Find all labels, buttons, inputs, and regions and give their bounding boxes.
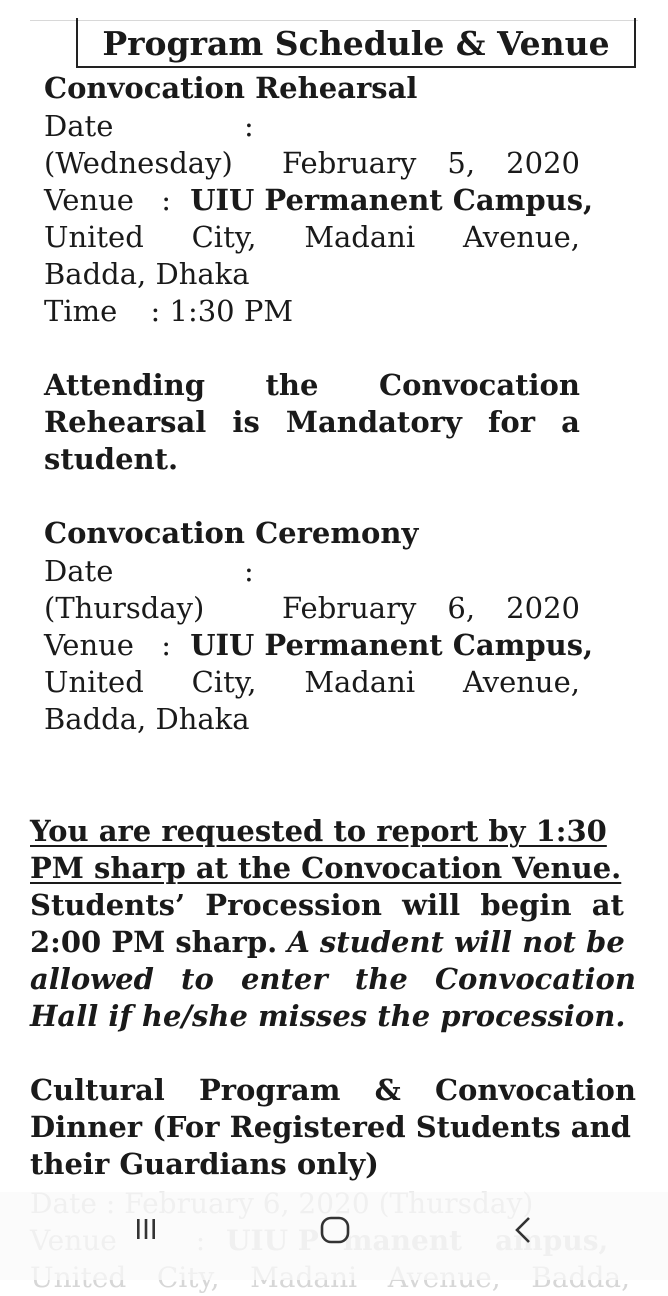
- address-word: Avenue,: [462, 220, 580, 254]
- date-word: 2020: [506, 591, 580, 625]
- rehearsal-venue-row: [44, 182, 593, 219]
- date-word: 2020: [506, 146, 580, 180]
- cultural-word: Convocation: [434, 1073, 636, 1107]
- address-word: Madani: [304, 665, 416, 699]
- date-word: February: [282, 146, 417, 180]
- report-word: Convocation: [434, 962, 636, 996]
- address-word: Avenue,: [462, 665, 580, 699]
- notice-word: Attending: [44, 368, 205, 402]
- ceremony-venue-row: [44, 627, 593, 664]
- notice-line2: [44, 404, 580, 441]
- address-word: City,: [191, 220, 257, 254]
- report-warning: A student will not be: [287, 925, 625, 959]
- ceremony-day: (Thursday): [44, 591, 205, 625]
- report-line5: [30, 961, 636, 998]
- venue-label: Venue: [44, 183, 134, 217]
- home-icon[interactable]: [320, 1216, 350, 1248]
- cultural-word: Program: [198, 1073, 341, 1107]
- report-word: begin: [480, 888, 572, 922]
- cultural-word: Cultural: [30, 1073, 165, 1107]
- rehearsal-time-row: [44, 293, 293, 330]
- report-line4: [30, 924, 625, 961]
- cultural-line2: Dinner (For Registered Students and: [30, 1110, 631, 1144]
- time-value: : 1:30 PM: [150, 294, 294, 328]
- report-word: at: [591, 888, 624, 922]
- venue-separator: :: [161, 183, 171, 217]
- notice-word: the: [265, 368, 319, 402]
- report-word: enter: [240, 962, 328, 996]
- rehearsal-heading: Convocation Rehearsal: [44, 71, 418, 105]
- rehearsal-day: (Wednesday): [44, 146, 233, 180]
- date-label: Date: [44, 554, 114, 588]
- address-word: United: [44, 665, 144, 699]
- date-word: 6,: [447, 591, 476, 625]
- venue-name: UIU Permanent Campus,: [190, 183, 594, 217]
- report-underlined-line2: PM sharp at the Convocation Venue.: [30, 851, 622, 885]
- notice-line3: student.: [44, 442, 179, 476]
- ceremony-address-line1: [44, 664, 580, 701]
- address-word: United: [44, 220, 144, 254]
- date-separator: :: [244, 554, 254, 588]
- notice-word: Rehearsal: [44, 405, 207, 439]
- report-underlined-line1: You are requested to report by 1:30: [30, 814, 607, 848]
- date-value: [282, 590, 580, 627]
- page-title: Program Schedule & Venue: [76, 18, 636, 68]
- report-word: Students’: [30, 888, 186, 922]
- ceremony-heading: Convocation Ceremony: [44, 516, 419, 550]
- date-value: [282, 145, 580, 182]
- address-word: Madani: [304, 220, 416, 254]
- venue-separator: :: [161, 628, 171, 662]
- venue-name: UIU Permanent Campus,: [190, 628, 594, 662]
- report-word: Procession: [205, 888, 382, 922]
- cultural-word: &: [374, 1073, 401, 1107]
- navigation-bar: [0, 1192, 668, 1280]
- notice-word: Convocation: [378, 368, 580, 402]
- address-word: City,: [191, 665, 257, 699]
- date-separator: :: [244, 109, 254, 143]
- report-word: will: [402, 888, 461, 922]
- notice-word: Mandatory: [285, 405, 462, 439]
- rehearsal-address-line2: Badda, Dhaka: [44, 257, 250, 291]
- date-word: 5,: [447, 146, 476, 180]
- notice-line1: [44, 367, 580, 404]
- notice-word: is: [232, 405, 260, 439]
- report-word: allowed: [30, 962, 154, 996]
- back-icon[interactable]: [514, 1216, 532, 1248]
- cultural-line1: [30, 1072, 636, 1109]
- report-time: 2:00 PM sharp.: [30, 925, 278, 959]
- notice-word: for: [487, 405, 536, 439]
- date-label: Date: [44, 109, 114, 143]
- notice-word: a: [561, 405, 580, 439]
- cultural-line3: their Guardians only): [30, 1147, 379, 1181]
- report-line6: Hall if he/she misses the procession.: [30, 999, 626, 1033]
- recents-icon[interactable]: [136, 1218, 156, 1244]
- report-line3: [30, 887, 624, 924]
- time-label: Time: [44, 294, 118, 328]
- rehearsal-address-line1: [44, 219, 580, 256]
- date-word: February: [282, 591, 417, 625]
- report-word: to: [181, 962, 214, 996]
- venue-label: Venue: [44, 628, 134, 662]
- report-word: the: [354, 962, 408, 996]
- ceremony-address-line2: Badda, Dhaka: [44, 702, 250, 736]
